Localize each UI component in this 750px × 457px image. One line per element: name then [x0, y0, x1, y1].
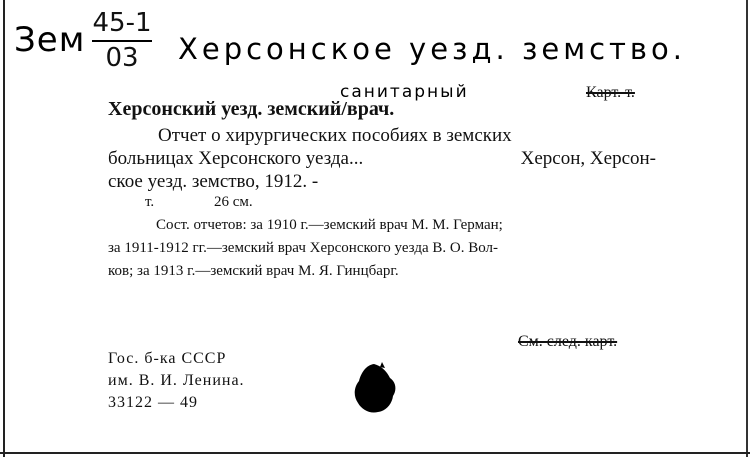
card-right-edge: [746, 0, 748, 457]
description-line: [108, 147, 656, 170]
description-line: [108, 170, 656, 193]
main-heading: [108, 98, 394, 121]
size-label: 26 см.: [213, 194, 253, 210]
shelf-mark-numerator: 45-1: [92, 8, 152, 38]
main-heading-text: Херсонский уезд. земский: [108, 98, 342, 120]
ink-blot: [352, 362, 398, 414]
handwritten-heading: Херсонское уезд. земство.: [178, 32, 686, 66]
physical-description: [145, 194, 253, 211]
main-heading-tail: врач.: [346, 98, 395, 120]
description-dash: -: [311, 171, 319, 192]
note-line: за 1911-1912 гг.—земский врач Херсонского уезда В. О. Вол-: [108, 240, 498, 256]
fraction-bar: [92, 40, 152, 42]
description-line: Отчет о хирургических пособиях в земских: [158, 125, 512, 146]
crossed-see-next: См. след. карт.: [518, 333, 618, 350]
description-segment: Херсон, Херсон-: [520, 148, 656, 169]
note-line: ков; за 1913 г.—земский врач М. Я. Гинцбарг.: [108, 263, 399, 279]
description-segment: больницах Херсонского уезда...: [108, 148, 364, 169]
shelf-mark-fraction: [92, 8, 152, 73]
note-line: Сост. отчетов: за 1910 г.—земский врач М. М. Герман;: [156, 217, 503, 233]
shelf-mark-denominator: 03: [105, 43, 139, 73]
shelf-mark-prefix: Зем: [14, 20, 86, 60]
crossed-card-reference: Карт. т.: [586, 84, 635, 101]
description-paragraph: [108, 124, 656, 193]
handwritten-insertion: санитарный: [340, 82, 469, 102]
card-left-edge: [3, 0, 5, 457]
library-named-after: им. В. И. Ленина.: [108, 372, 245, 389]
insertion-caret: /: [341, 98, 347, 120]
library-number: 33122 — 49: [108, 394, 198, 411]
card-bottom-edge: [0, 452, 750, 454]
description-segment: ское уезд. земство, 1912.: [108, 171, 308, 192]
library-imprint: [108, 348, 245, 414]
library-name: Гос. б-ка СССР: [108, 350, 227, 367]
compilers-note: [108, 214, 656, 283]
volumes-label: т.: [145, 194, 155, 210]
